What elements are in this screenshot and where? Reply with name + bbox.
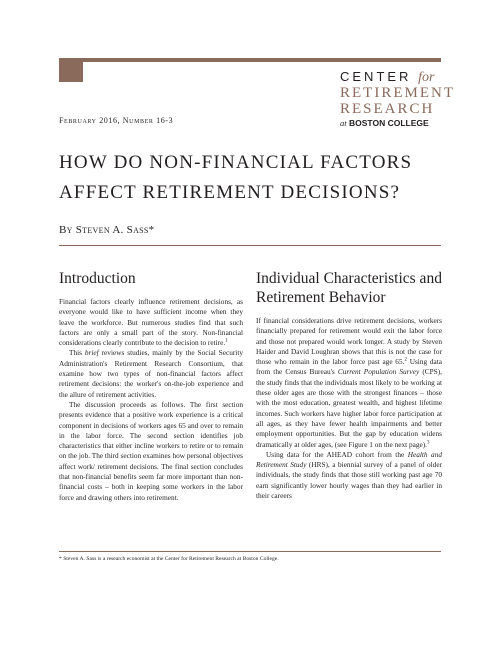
logo-for-word: for: [418, 70, 435, 85]
logo-at-word: at: [340, 118, 347, 128]
intro-column: [59, 297, 243, 503]
logo-center-word: CENTER: [340, 69, 412, 84]
title-line-1: HOW DO NON-FINANCIAL FACTORS: [59, 152, 413, 173]
brand-bar: [83, 58, 441, 62]
page-title: [59, 148, 459, 208]
footnote-ref-1: 1: [225, 338, 228, 344]
indiv-paragraph-1: If financial considerations drive retirement decisions, workers financially prepared for retirement would exit the labor force and those not prepared would work longer. A study by Steven Haider and David Loughran shows that this is not the case for those who remain in the labor force past age 65.$^2$ Using data from the Census Bureau's Current Population Survey (CPS), the study finds that the individuals most likely to be working at these older ages are those with the strongest finances – those with the most education, greatest wealth, and highest lifetime incomes. Such workers have higher labor force participation at all ages, as they have fewer health impairments and better employment opportunities. But the gap by education widens dramatically at older ages, (see Figure 1 on the next page).$^3$: [256, 316, 443, 449]
issue-date: February 2016, Number 16-3: [59, 116, 174, 125]
indiv-column: [256, 316, 442, 501]
center-logo: [340, 69, 455, 128]
footnote: * Steven A. Sass is a research economist at the Center for Retirement Research at Boston College.: [59, 556, 279, 562]
intro-heading: Introduction: [59, 270, 136, 287]
footnote-ref-3: 3: [427, 440, 430, 446]
footnote-ref-2: 2: [404, 357, 407, 363]
logo-research: RESEARCH: [340, 101, 435, 117]
divider-footnote: [59, 551, 441, 552]
intro-paragraph-2: This brief reviews studies, mainly by the Social Security Administration's Retirement Research Consortium, that examine how two types of non-financial factors affect retirement decisions: the worker's on-the-job experience and the allure of retirement activities.: [59, 348, 244, 399]
brand-square: [59, 58, 83, 82]
intro-paragraph-1: Financial factors clearly influence retirement decisions, as everyone would like to have sufficient income when they leave the workforce. But numerous studies find that such factors are only a small part of the story. Non-financial considerations clearly contribute to the decision to retire.$^1$: [59, 297, 243, 348]
indiv-paragraph-2: Using data for the AHEAD cohort from the Health and Retirement Study (HRS), a biennial survey of a panel of older individuals, the study finds that those still working past age 70 earn significantly lower hourly wages than they had earlier in their careers: [256, 449, 442, 501]
logo-college-line: [340, 119, 450, 128]
author-byline: By Steven A. Sass*: [59, 224, 155, 236]
logo-center-line: [340, 70, 450, 85]
indiv-heading: Individual Characteristics and Retirement Behavior: [256, 270, 442, 306]
divider-top: [59, 245, 441, 246]
intro-paragraph-3: The discussion proceeds as follows. The first section presents evidence that a positive work experience is a critical component in decisions of workers ages 65 and over to remain in the labor force. The second section identifies job characteristics that either incline workers to retire or to remain on the job. The third section examines how personal objectives affect work/ retirement decisions. The final section concludes that non-financial benefits seem far more important than non-financial costs – both in keeping some workers in the labor force and drawing others into retirement.: [59, 399, 243, 502]
logo-retirement: RETIREMENT: [340, 85, 455, 101]
logo-college: BOSTON COLLEGE: [349, 118, 429, 128]
title-line-2: AFFECT RETIREMENT DECISIONS?: [59, 182, 401, 203]
